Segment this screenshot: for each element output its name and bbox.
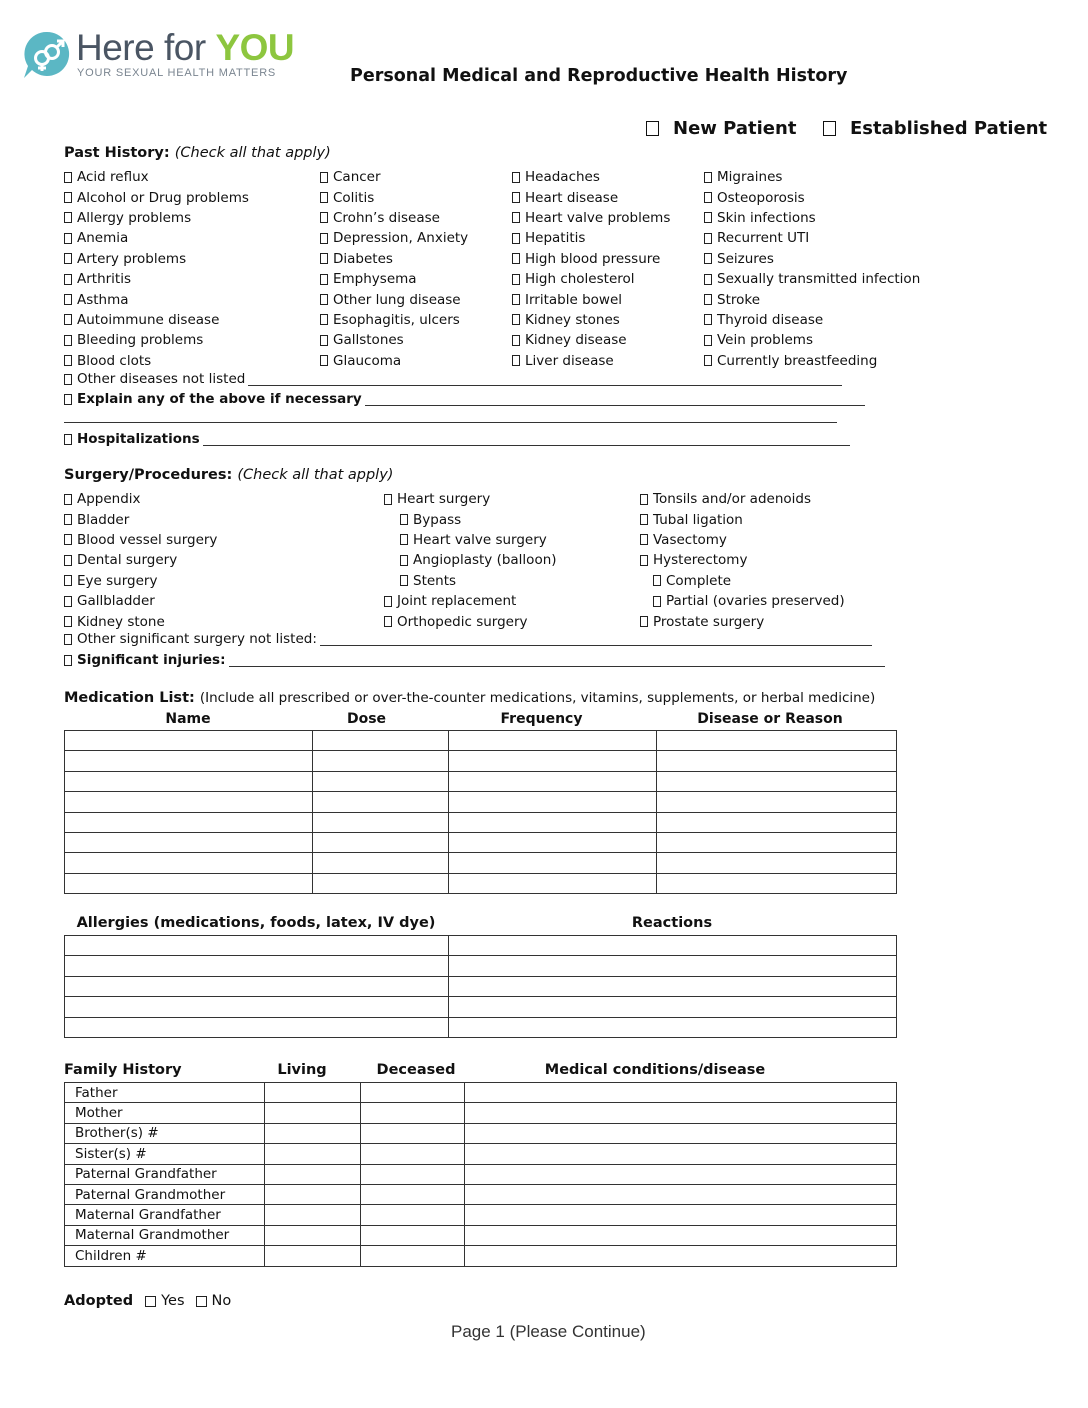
procedure-label: Orthopedic surgery xyxy=(397,613,528,630)
relative-label: Mother xyxy=(65,1103,265,1123)
adopted-label: Adopted xyxy=(64,1293,134,1309)
cell-reason[interactable] xyxy=(657,812,897,832)
family-col-conditions: Medical conditions/disease xyxy=(544,1062,766,1078)
med-col-dose: Dose xyxy=(346,711,387,727)
condition-label: Currently breastfeeding xyxy=(717,352,878,369)
checkbox[interactable] xyxy=(512,233,520,244)
condition-label: Cancer xyxy=(333,169,381,186)
checkbox[interactable] xyxy=(64,233,72,244)
procedure-label: Joint replacement xyxy=(397,593,517,610)
new-patient-label: New Patient xyxy=(673,118,797,139)
cell-deceased[interactable] xyxy=(361,1164,465,1184)
table-row xyxy=(65,873,897,893)
new-patient-checkbox[interactable] xyxy=(646,121,659,136)
cell-conditions[interactable] xyxy=(465,1083,897,1103)
hospitalizations-row xyxy=(64,431,850,447)
relative-label: Brother(s) # xyxy=(65,1123,265,1143)
cell-reason[interactable] xyxy=(657,832,897,852)
procedure-label: Kidney stone xyxy=(77,613,165,630)
checkbox[interactable] xyxy=(64,655,72,666)
surgery-heading: Surgery/Procedures: (Check all that apply) xyxy=(64,467,394,483)
cell-conditions[interactable] xyxy=(465,1103,897,1123)
checkbox[interactable] xyxy=(64,616,72,627)
procedure-label: Hysterectomy xyxy=(653,552,748,569)
cell-reaction[interactable] xyxy=(449,976,897,996)
condition-label: Diabetes xyxy=(333,250,393,267)
cell-living[interactable] xyxy=(265,1205,361,1225)
checkbox[interactable] xyxy=(64,335,72,346)
cell-reason[interactable] xyxy=(657,771,897,791)
cell-name[interactable] xyxy=(65,771,313,791)
cell-frequency[interactable] xyxy=(449,873,657,893)
other-diseases-row xyxy=(64,371,842,387)
table-row xyxy=(65,997,897,1017)
checkbox[interactable] xyxy=(653,575,661,586)
past-history-col4 xyxy=(704,167,920,371)
cell-name[interactable] xyxy=(65,873,313,893)
cell-allergy[interactable] xyxy=(65,1017,449,1037)
procedure-label: Stents xyxy=(413,572,457,589)
cell-deceased[interactable] xyxy=(361,1103,465,1123)
med-col-frequency: Frequency xyxy=(500,711,583,727)
past-history-col3 xyxy=(512,167,670,371)
checkbox[interactable] xyxy=(512,212,520,223)
condition-label: Blood clots xyxy=(77,352,152,369)
cell-living[interactable] xyxy=(265,1164,361,1184)
cell-frequency[interactable] xyxy=(449,853,657,873)
medication-table xyxy=(64,730,897,894)
table-row xyxy=(65,1164,897,1184)
hospitalizations-field[interactable] xyxy=(203,433,850,446)
past-history-heading: Past History: (Check all that apply) xyxy=(64,145,331,161)
checkbox[interactable] xyxy=(320,355,328,366)
table-row xyxy=(65,1103,897,1123)
established-patient-option[interactable] xyxy=(823,118,1047,139)
cell-dose[interactable] xyxy=(313,832,449,852)
checkbox[interactable] xyxy=(384,596,392,607)
checkbox[interactable] xyxy=(704,294,712,305)
checkbox[interactable] xyxy=(400,534,408,545)
checkbox[interactable] xyxy=(640,555,648,566)
condition-label: Other lung disease xyxy=(333,291,461,308)
procedure-label: Tubal ligation xyxy=(653,511,743,528)
cell-deceased[interactable] xyxy=(361,1083,465,1103)
allergies-heading: Allergies (medications, foods, latex, IV dye) xyxy=(76,915,436,931)
condition-label: Headaches xyxy=(525,169,600,186)
other-diseases-label: Other diseases not listed xyxy=(77,371,246,387)
checkbox[interactable] xyxy=(512,335,520,346)
checkbox[interactable] xyxy=(512,314,520,325)
logo-wordmark: Here for YOU xyxy=(76,27,295,68)
checkbox[interactable] xyxy=(400,514,408,525)
condition-label: Vein problems xyxy=(717,332,813,349)
form-title: Personal Medical and Reproductive Health History xyxy=(350,66,848,86)
procedure-label: Vasectomy xyxy=(653,531,727,548)
cell-dose[interactable] xyxy=(313,873,449,893)
table-row xyxy=(65,1123,897,1143)
checkbox[interactable] xyxy=(704,172,712,183)
table-row xyxy=(65,1184,897,1204)
cell-reason[interactable] xyxy=(657,731,897,751)
table-row xyxy=(65,792,897,812)
condition-label: Artery problems xyxy=(77,250,187,267)
checkbox[interactable] xyxy=(384,494,392,505)
checkbox[interactable] xyxy=(64,434,72,445)
cell-frequency[interactable] xyxy=(449,751,657,771)
family-history-table xyxy=(64,1082,897,1267)
procedure-label: Heart surgery xyxy=(397,491,491,508)
cell-allergy[interactable] xyxy=(65,997,449,1017)
checkbox[interactable] xyxy=(704,335,712,346)
cell-name[interactable] xyxy=(65,751,313,771)
relative-label: Maternal Grandfather xyxy=(65,1205,265,1225)
table-row xyxy=(65,1083,897,1103)
past-history-col1 xyxy=(64,167,249,371)
cell-dose[interactable] xyxy=(313,812,449,832)
cell-conditions[interactable] xyxy=(465,1184,897,1204)
checkbox[interactable] xyxy=(704,314,712,325)
condition-label: Glaucoma xyxy=(333,352,402,369)
condition-label: Seizures xyxy=(717,250,774,267)
procedure-label: Gallbladder xyxy=(77,593,155,610)
cell-living[interactable] xyxy=(265,1144,361,1164)
checkbox[interactable] xyxy=(704,212,712,223)
checkbox[interactable] xyxy=(640,494,648,505)
cell-reaction[interactable] xyxy=(449,1017,897,1037)
table-row xyxy=(65,1246,897,1266)
procedure-label: Tonsils and/or adenoids xyxy=(653,491,811,508)
checkbox[interactable] xyxy=(640,514,648,525)
condition-label: Arthritis xyxy=(77,271,132,288)
procedure-label: Eye surgery xyxy=(77,572,158,589)
adopted-no-checkbox[interactable] xyxy=(196,1296,207,1307)
checkbox[interactable] xyxy=(320,274,328,285)
cell-dose[interactable] xyxy=(313,792,449,812)
checkbox[interactable] xyxy=(64,294,72,305)
cell-deceased[interactable] xyxy=(361,1184,465,1204)
relative-label: Paternal Grandfather xyxy=(65,1164,265,1184)
cell-deceased[interactable] xyxy=(361,1225,465,1245)
adopted-no-label: No xyxy=(211,1293,232,1309)
cell-living[interactable] xyxy=(265,1225,361,1245)
condition-label: Irritable bowel xyxy=(525,291,623,308)
checkbox[interactable] xyxy=(653,596,661,607)
other-diseases-field[interactable] xyxy=(248,373,842,386)
reactions-heading: Reactions xyxy=(631,915,713,931)
cell-conditions[interactable] xyxy=(465,1164,897,1184)
table-row xyxy=(65,1205,897,1225)
injuries-label: Significant injuries: xyxy=(77,652,226,668)
relative-label: Father xyxy=(65,1083,265,1103)
cell-conditions[interactable] xyxy=(465,1225,897,1245)
hospitalizations-label: Hospitalizations xyxy=(77,431,200,447)
cell-deceased[interactable] xyxy=(361,1246,465,1266)
cell-frequency[interactable] xyxy=(449,792,657,812)
relative-label: Paternal Grandmother xyxy=(65,1184,265,1204)
explain-label: Explain any of the above if necessary xyxy=(77,391,362,407)
checkbox[interactable] xyxy=(64,192,72,203)
explain-field-line2[interactable] xyxy=(64,422,837,423)
condition-label: Hepatitis xyxy=(525,230,586,247)
table-row xyxy=(65,812,897,832)
table-row xyxy=(65,771,897,791)
cell-living[interactable] xyxy=(265,1103,361,1123)
cell-name[interactable] xyxy=(65,812,313,832)
procedure-label: Complete xyxy=(666,572,732,589)
checkbox[interactable] xyxy=(320,212,328,223)
cell-living[interactable] xyxy=(265,1184,361,1204)
checkbox[interactable] xyxy=(512,355,520,366)
condition-label: Thyroid disease xyxy=(717,311,824,328)
cell-reason[interactable] xyxy=(657,751,897,771)
checkbox[interactable] xyxy=(64,374,72,385)
checkbox[interactable] xyxy=(704,355,712,366)
condition-label: Sexually transmitted infection xyxy=(717,271,921,288)
cell-dose[interactable] xyxy=(313,731,449,751)
checkbox[interactable] xyxy=(64,596,72,607)
checkbox[interactable] xyxy=(64,274,72,285)
family-history-heading: Family History xyxy=(64,1062,182,1078)
condition-label: Kidney disease xyxy=(525,332,627,349)
table-row xyxy=(65,976,897,996)
other-surgery-label: Other significant surgery not listed: xyxy=(77,631,317,647)
table-row xyxy=(65,956,897,976)
condition-label: Allergy problems xyxy=(77,209,192,226)
adopted-yes-checkbox[interactable] xyxy=(145,1296,156,1307)
explain-field[interactable] xyxy=(365,393,865,406)
checkbox[interactable] xyxy=(64,634,72,645)
table-row xyxy=(65,751,897,771)
new-patient-option[interactable] xyxy=(646,118,796,139)
procedure-label: Heart valve surgery xyxy=(413,531,547,548)
checkbox[interactable] xyxy=(64,555,72,566)
injuries-row xyxy=(64,652,885,668)
injuries-field[interactable] xyxy=(229,654,885,667)
relative-label: Sister(s) # xyxy=(65,1144,265,1164)
checkbox[interactable] xyxy=(320,294,328,305)
condition-label: Anemia xyxy=(77,230,129,247)
condition-label: Osteoporosis xyxy=(717,189,805,206)
established-patient-checkbox[interactable] xyxy=(823,121,836,136)
condition-label: Alcohol or Drug problems xyxy=(77,189,249,206)
checkbox[interactable] xyxy=(512,192,520,203)
table-row xyxy=(65,936,897,956)
adopted-row xyxy=(64,1293,231,1309)
condition-label: Kidney stones xyxy=(525,311,620,328)
procedure-label: Partial (ovaries preserved) xyxy=(666,593,845,610)
checkbox[interactable] xyxy=(64,355,72,366)
relative-label: Children # xyxy=(65,1246,265,1266)
table-row xyxy=(65,1225,897,1245)
checkbox[interactable] xyxy=(704,274,712,285)
procedure-label: Bladder xyxy=(77,511,130,528)
condition-label: Bleeding problems xyxy=(77,332,204,349)
cell-conditions[interactable] xyxy=(465,1144,897,1164)
checkbox[interactable] xyxy=(64,514,72,525)
cell-living[interactable] xyxy=(265,1246,361,1266)
cell-frequency[interactable] xyxy=(449,832,657,852)
table-row xyxy=(65,1144,897,1164)
checkbox[interactable] xyxy=(64,534,72,545)
condition-label: Colitis xyxy=(333,189,375,206)
condition-label: Autoimmune disease xyxy=(77,311,220,328)
checkbox[interactable] xyxy=(320,192,328,203)
condition-label: High blood pressure xyxy=(525,250,661,267)
condition-label: Stroke xyxy=(717,291,761,308)
surgery-col3 xyxy=(640,489,845,632)
cell-conditions[interactable] xyxy=(465,1205,897,1225)
checkbox[interactable] xyxy=(704,253,712,264)
family-col-deceased: Deceased xyxy=(376,1062,456,1078)
condition-label: Liver disease xyxy=(525,352,614,369)
condition-label: Acid reflux xyxy=(77,169,149,186)
condition-label: Asthma xyxy=(77,291,129,308)
table-row xyxy=(65,853,897,873)
logo-tagline: YOUR SEXUAL HEALTH MATTERS xyxy=(77,67,277,79)
checkbox[interactable] xyxy=(64,253,72,264)
cell-dose[interactable] xyxy=(313,751,449,771)
cell-reason[interactable] xyxy=(657,853,897,873)
other-surgery-field[interactable] xyxy=(320,633,872,646)
cell-reaction[interactable] xyxy=(449,956,897,976)
checkbox[interactable] xyxy=(512,253,520,264)
surgery-col2 xyxy=(384,489,557,632)
table-row xyxy=(65,731,897,751)
cell-conditions[interactable] xyxy=(465,1246,897,1266)
cell-allergy[interactable] xyxy=(65,976,449,996)
other-surgery-row xyxy=(64,631,872,647)
checkbox[interactable] xyxy=(512,294,520,305)
past-history-col2 xyxy=(320,167,468,371)
cell-dose[interactable] xyxy=(313,771,449,791)
condition-label: Migraines xyxy=(717,169,783,186)
page-footer: Page 1 (Please Continue) xyxy=(451,1322,646,1341)
procedure-label: Prostate surgery xyxy=(653,613,765,630)
allergies-table xyxy=(64,935,897,1038)
checkbox[interactable] xyxy=(64,575,72,586)
condition-label: Depression, Anxiety xyxy=(333,230,469,247)
cell-reason[interactable] xyxy=(657,873,897,893)
surgery-col1 xyxy=(64,489,217,632)
checkbox[interactable] xyxy=(400,555,408,566)
checkbox[interactable] xyxy=(64,172,72,183)
condition-label: Heart valve problems xyxy=(525,209,671,226)
checkbox[interactable] xyxy=(384,616,392,627)
med-col-name: Name xyxy=(165,711,211,727)
procedure-label: Appendix xyxy=(77,491,141,508)
checkbox[interactable] xyxy=(64,314,72,325)
condition-label: Esophagitis, ulcers xyxy=(333,311,460,328)
cell-reaction[interactable] xyxy=(449,936,897,956)
cell-name[interactable] xyxy=(65,832,313,852)
cell-deceased[interactable] xyxy=(361,1144,465,1164)
cell-allergy[interactable] xyxy=(65,956,449,976)
cell-reason[interactable] xyxy=(657,792,897,812)
checkbox[interactable] xyxy=(64,394,72,405)
cell-frequency[interactable] xyxy=(449,812,657,832)
explain-row xyxy=(64,391,865,407)
table-row xyxy=(65,1017,897,1037)
checkbox[interactable] xyxy=(704,192,712,203)
procedure-label: Angioplasty (balloon) xyxy=(413,552,557,569)
cell-dose[interactable] xyxy=(313,853,449,873)
adopted-yes-label: Yes xyxy=(161,1293,185,1309)
checkbox[interactable] xyxy=(640,534,648,545)
procedure-label: Blood vessel surgery xyxy=(77,531,218,548)
cell-name[interactable] xyxy=(65,731,313,751)
family-col-living: Living xyxy=(277,1062,327,1078)
checkbox[interactable] xyxy=(64,212,72,223)
cell-frequency[interactable] xyxy=(449,731,657,751)
checkbox[interactable] xyxy=(512,274,520,285)
cell-reaction[interactable] xyxy=(449,997,897,1017)
condition-label: Recurrent UTI xyxy=(717,230,810,247)
cell-deceased[interactable] xyxy=(361,1123,465,1143)
cell-name[interactable] xyxy=(65,792,313,812)
cell-deceased[interactable] xyxy=(361,1205,465,1225)
condition-label: Skin infections xyxy=(717,209,816,226)
medication-heading: Medication List: (Include all prescribed or over-the-counter medications, vitamins, supplements, or herbal medicine) xyxy=(64,690,876,706)
cell-allergy[interactable] xyxy=(65,936,449,956)
condition-label: Heart disease xyxy=(525,189,619,206)
cell-living[interactable] xyxy=(265,1083,361,1103)
checkbox[interactable] xyxy=(320,314,328,325)
checkbox[interactable] xyxy=(512,172,520,183)
condition-label: Gallstones xyxy=(333,332,404,349)
checkbox[interactable] xyxy=(640,616,648,627)
table-row xyxy=(65,832,897,852)
condition-label: High cholesterol xyxy=(525,271,635,288)
condition-label: Crohn’s disease xyxy=(333,209,440,226)
checkbox[interactable] xyxy=(320,233,328,244)
checkbox[interactable] xyxy=(320,253,328,264)
logo-bubble-icon xyxy=(22,30,72,80)
med-col-reason: Disease or Reason xyxy=(697,711,843,727)
established-patient-label: Established Patient xyxy=(850,118,1048,139)
checkbox[interactable] xyxy=(400,575,408,586)
checkbox[interactable] xyxy=(64,494,72,505)
relative-label: Maternal Grandmother xyxy=(65,1225,265,1245)
checkbox[interactable] xyxy=(704,233,712,244)
cell-conditions[interactable] xyxy=(465,1123,897,1143)
condition-label: Emphysema xyxy=(333,271,417,288)
cell-name[interactable] xyxy=(65,853,313,873)
cell-living[interactable] xyxy=(265,1123,361,1143)
cell-frequency[interactable] xyxy=(449,771,657,791)
procedure-label: Bypass xyxy=(413,511,462,528)
checkbox[interactable] xyxy=(320,335,328,346)
procedure-label: Dental surgery xyxy=(77,552,178,569)
checkbox[interactable] xyxy=(320,172,328,183)
